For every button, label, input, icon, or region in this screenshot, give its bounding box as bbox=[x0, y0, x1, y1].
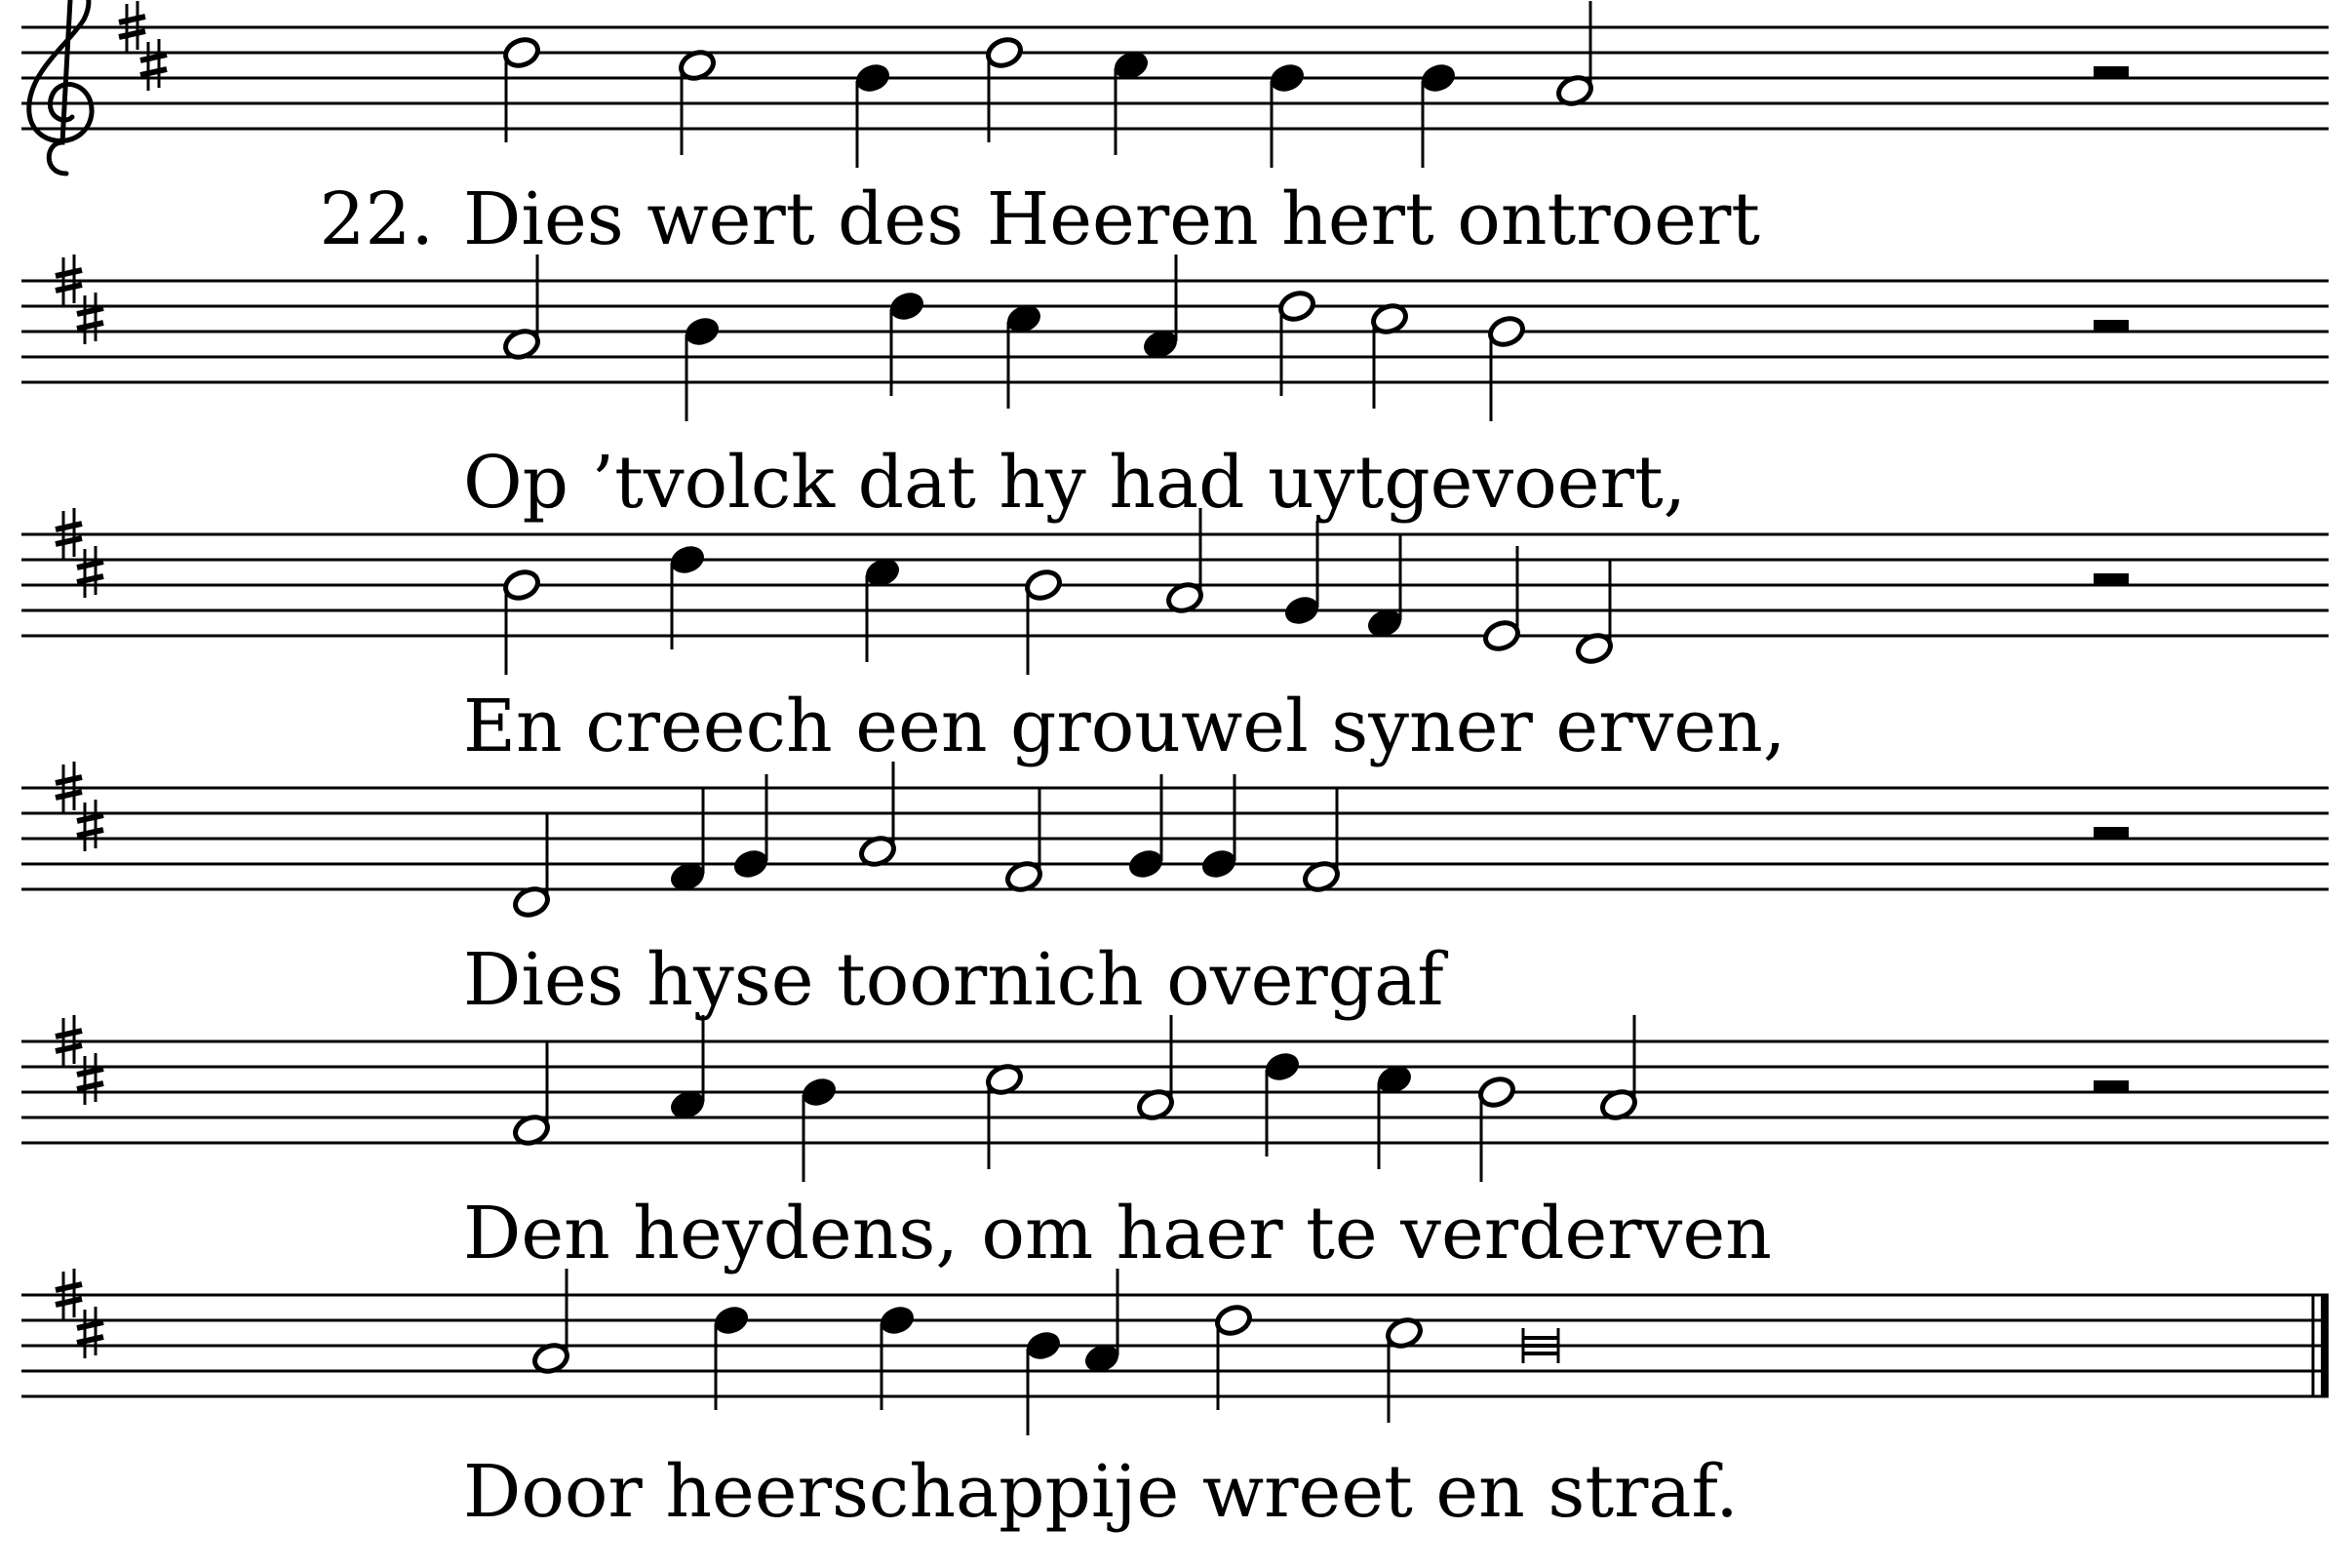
sharp-stroke bbox=[77, 1069, 103, 1075]
sharp-stroke bbox=[56, 1031, 82, 1037]
quarter-note bbox=[887, 289, 927, 324]
sharp-stroke bbox=[56, 1299, 82, 1305]
half-note bbox=[985, 35, 1025, 70]
quarter-note bbox=[1268, 60, 1308, 96]
staff-system-3 bbox=[21, 508, 2329, 768]
quarter-note bbox=[1126, 846, 1166, 882]
staff-system-4 bbox=[21, 762, 2329, 1022]
sharp-stroke bbox=[56, 538, 82, 544]
quarter-note bbox=[853, 60, 893, 96]
staff-system-6 bbox=[21, 1269, 2329, 1534]
rest bbox=[2094, 66, 2129, 79]
quarter-note bbox=[1024, 1328, 1064, 1363]
staff-system-2 bbox=[21, 255, 2329, 525]
breve-note bbox=[1523, 1344, 1558, 1348]
half-note bbox=[502, 35, 542, 70]
half-note bbox=[502, 568, 542, 603]
sharp-stroke bbox=[56, 524, 82, 529]
sharp-stroke bbox=[56, 1284, 82, 1290]
quarter-note bbox=[1419, 60, 1459, 96]
sharp-stroke bbox=[77, 830, 103, 836]
sharp-stroke bbox=[77, 323, 103, 329]
quarter-note bbox=[1263, 1049, 1303, 1084]
lyric-line-6: Door heerschappije wreet en straf. bbox=[463, 1450, 1739, 1534]
sharp-stroke bbox=[56, 1045, 82, 1051]
sharp-stroke bbox=[77, 562, 103, 568]
quarter-note bbox=[731, 846, 771, 882]
half-note bbox=[1482, 618, 1522, 653]
lyric-line-2: Op ’tvolck dat hy had uytgevoert, bbox=[463, 441, 1687, 525]
half-note bbox=[1487, 314, 1527, 349]
lyric-line-4: Dies hyse toornich overgaf bbox=[463, 938, 1444, 1022]
sharp-stroke bbox=[119, 17, 145, 22]
sharp-stroke bbox=[119, 31, 145, 37]
lyric-line-5: Den heydens, om haer te verderven bbox=[463, 1192, 1772, 1275]
half-note bbox=[1024, 568, 1064, 603]
sharp-stroke bbox=[77, 576, 103, 582]
quarter-note bbox=[712, 1303, 752, 1338]
lyric-line-1: Dies wert des Heeren hert ontroert bbox=[463, 177, 1761, 261]
breve-note bbox=[1523, 1336, 1558, 1340]
quarter-note bbox=[1199, 846, 1239, 882]
quarter-note bbox=[683, 314, 723, 349]
sharp-stroke bbox=[140, 69, 167, 75]
half-note bbox=[1277, 289, 1317, 324]
sharp-stroke bbox=[56, 270, 82, 276]
quarter-note bbox=[668, 542, 708, 577]
rest bbox=[2094, 1080, 2129, 1093]
sharp-stroke bbox=[77, 1322, 103, 1328]
sharp-stroke bbox=[77, 308, 103, 314]
sharp-stroke bbox=[77, 1337, 103, 1343]
half-note bbox=[1477, 1075, 1517, 1110]
rest bbox=[2094, 827, 2129, 840]
staff-system-1 bbox=[21, 0, 2329, 261]
breve-note bbox=[1523, 1352, 1558, 1355]
half-note bbox=[1214, 1303, 1254, 1338]
verse-number: 22. bbox=[319, 177, 434, 261]
quarter-note bbox=[1282, 593, 1322, 628]
lyric-line-3: En creech een grouwel syner erven, bbox=[463, 685, 1786, 768]
sharp-stroke bbox=[56, 792, 82, 798]
sharp-stroke bbox=[77, 815, 103, 821]
sharp-stroke bbox=[140, 55, 167, 60]
sharp-stroke bbox=[56, 285, 82, 291]
quarter-note bbox=[878, 1303, 918, 1338]
sharp-stroke bbox=[77, 1083, 103, 1089]
rest bbox=[2094, 320, 2129, 333]
rest bbox=[2094, 573, 2129, 586]
sharp-stroke bbox=[56, 777, 82, 783]
quarter-note bbox=[800, 1075, 840, 1110]
staff-system-5 bbox=[21, 1015, 2329, 1275]
